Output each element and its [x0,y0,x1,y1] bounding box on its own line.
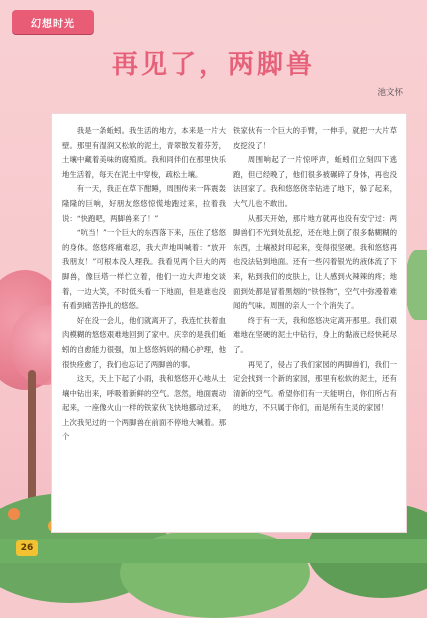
leaf-decoration [405,250,427,320]
paragraph: 这天，天上下起了小雨，我和悠悠开心地从土壤中钻出来，呼吸着新鲜的空气。忽然，地面震动起来，一座像火山一样的铁家伙飞快地挪动过来，上次我见过的一个两脚兽在前面不停地大喊着。那个 [62,374,226,442]
paragraph: 再见了，侵占了我们家园的两脚兽们，我们一定会找到一个新的家园，那里有松软的泥土，还有清新的空气。希望你们有一天能明白，你们所占有的地方，不只属于你们，而是所有生灵的家园！ [233,359,397,413]
section-tag-label: 幻想时光 [31,18,75,30]
paragraph: 我是一条蚯蚓。我生活的地方，本来是一片大壁。那里有湿润又松软的泥土，青翠散发着芬芳，土壤中藏着美味的腐殖质。我和同伴们在那里快乐地生活着，每天在泥土中穿梭，疏松土壤。 [62,126,226,179]
paragraph: 周围响起了一片惊呼声，蚯蚓们立刻四下逃跑，但已经晚了，他们很多被碾碎了身体，再也没法回家了。我和悠悠侥幸钻进了地下，躲了起来，大气儿也不敢出。 [233,155,397,208]
author-name: 池文怀 [377,88,403,98]
article-body [52,114,406,532]
paragraph: 终于有一天，我和悠悠决定离开那里。我们艰难地在坚硬的泥土中钻行，身上的黏液已经快耗尽了。 [233,315,397,354]
paragraph: 有一天，我正在草下酣睡，周围传来一阵震轰隆隆的巨响，好朋友悠悠惊慌地跑过来，拉着我说：“快跑吧，两脚兽来了！” [62,184,226,223]
paragraph: 好在没一会儿，他们就离开了，我连忙扶着血肉模糊的悠悠艰难地回到了家中。庆幸的是我们蚯蚓的自愈能力很强，加上悠悠妈妈的精心护理，他很快痊愈了，我们也忘记了两脚兽的事。 [62,315,226,369]
paragraph: 铁家伙有一个巨大的手臂，一伸手，就把一大片草皮挖没了！ [233,126,397,150]
tree-trunk [28,370,36,510]
text-column-left [62,124,226,445]
section-tag [12,10,94,34]
text-column-right [233,124,397,416]
grass-strip [0,539,427,563]
paragraph: “吭当！”一个巨大的东西落下来，压住了悠悠的身体。悠悠疼痛难忍，我大声地叫喊着：“放开我朋友！”可根本没人理我。我看见两个巨大的两脚兽，像巨塔一样伫立着，他们一边大声地交谈着，一边大笑，不时低头看一下地面，但是谁也没有看到痛苦挣扎的悠悠。 [62,228,226,311]
flower-icon [8,508,20,520]
page-number: 26 [16,540,38,556]
paragraph: 从那天开始，那片地方就再也没有安宁过：两脚兽们不光到处乱挖，还在地上倒了很多黏糊糊的东西，土壤被封印起来，变得很坚硬。我和悠悠再也没法钻到地面。还有一些闪着银光的液体流了下来，粘到我们的皮肤上，让人感到火辣辣的疼；地面到处都是冒着黑烟的“铁怪物”，空气中弥漫着难闻的气味。周围的亲人一个个消失了。 [233,213,397,311]
article-title: 再见了，两脚兽 [111,50,315,80]
